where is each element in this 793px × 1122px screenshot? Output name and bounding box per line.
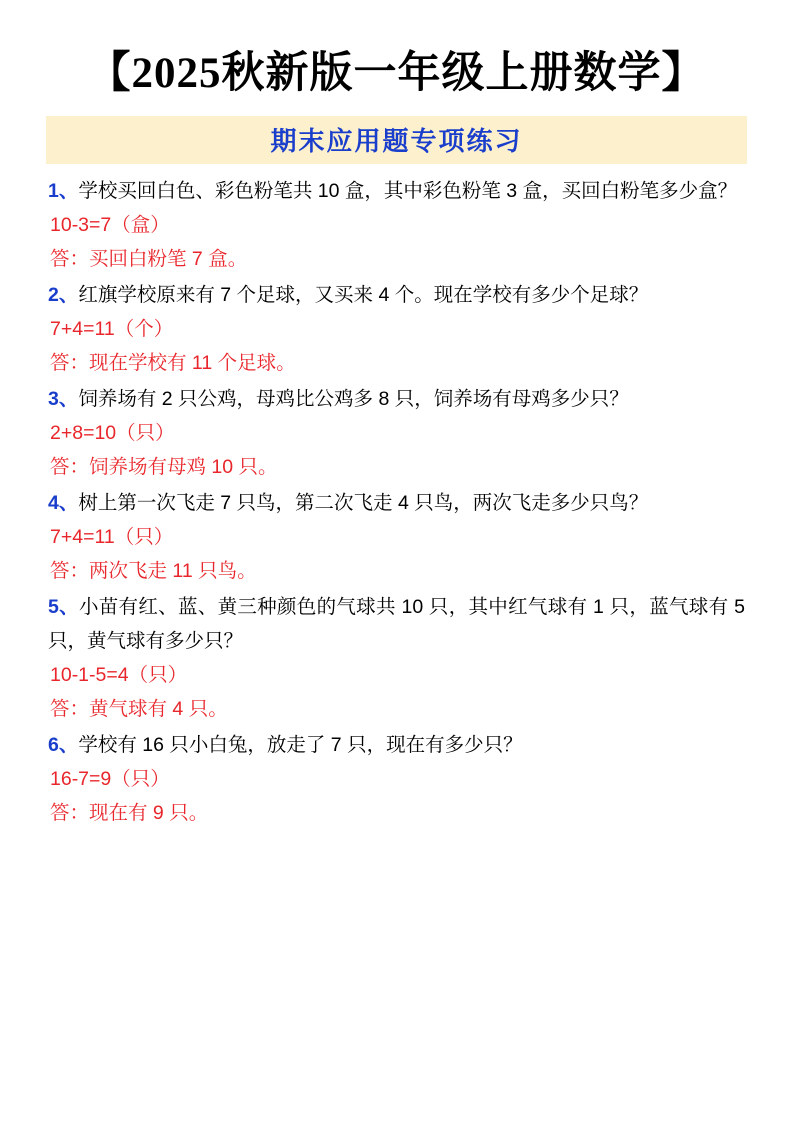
question-line <box>48 382 745 416</box>
answer-line <box>48 692 745 726</box>
equation-line: 10-3=7（盒） <box>50 213 170 236</box>
subtitle-banner <box>46 116 747 164</box>
answer-label: 答： <box>50 247 90 270</box>
questions-list <box>46 174 747 830</box>
question-line <box>48 728 745 762</box>
answer-text: 饲养场有母鸡 10 只。 <box>89 455 278 478</box>
answer-text: 买回白粉笔 7 盒。 <box>89 247 248 270</box>
answer-line <box>48 796 745 830</box>
answer-line <box>48 242 745 276</box>
answer-label: 答： <box>50 351 90 374</box>
question-number: 1、 <box>48 179 79 202</box>
question-text: 小苗有红、蓝、黄三种颜色的气球共 10 只，其中红气球有 1 只，蓝气球有 5 只，黄气球有多少只？ <box>48 595 745 652</box>
question-text: 树上第一次飞走 7 只鸟，第二次飞走 4 只鸟，两次飞走多少只鸟？ <box>78 491 649 514</box>
answer-text: 现在学校有 11 个足球。 <box>89 351 296 374</box>
answer-label: 答： <box>50 455 90 478</box>
equation-line: 7+4=11（个） <box>50 317 174 340</box>
question-number: 4、 <box>48 491 79 514</box>
question-number: 3、 <box>48 387 79 410</box>
question-text: 学校有 16 只小白兔，放走了 7 只，现在有多少只？ <box>78 733 523 756</box>
question-item <box>48 486 745 588</box>
answer-text: 现在有 9 只。 <box>89 801 209 824</box>
question-text: 饲养场有 2 只公鸡，母鸡比公鸡多 8 只，饲养场有母鸡多少只？ <box>78 387 629 410</box>
question-line <box>48 174 745 208</box>
question-item <box>48 382 745 484</box>
page-title: 【2025秋新版一年级上册数学】 <box>87 50 706 97</box>
answer-text: 黄气球有 4 只。 <box>89 697 228 720</box>
question-item <box>48 728 745 830</box>
question-line <box>48 278 745 312</box>
question-line <box>48 486 745 520</box>
equation-line: 16-7=9（只） <box>50 767 170 790</box>
answer-line <box>48 346 745 380</box>
question-text: 红旗学校原来有 7 个足球，又买来 4 个。现在学校有多少个足球？ <box>78 283 649 306</box>
question-text: 学校买回白色、彩色粉笔共 10 盒，其中彩色粉笔 3 盒，买回白粉笔多少盒？ <box>78 179 738 202</box>
answer-line <box>48 450 745 484</box>
question-number: 6、 <box>48 733 79 756</box>
question-item <box>48 174 745 276</box>
answer-text: 两次飞走 11 只鸟。 <box>89 559 257 582</box>
answer-label: 答： <box>50 801 90 824</box>
question-item <box>48 590 745 726</box>
question-item <box>48 278 745 380</box>
subtitle-text: 期末应用题专项练习 <box>270 127 523 157</box>
equation-line: 7+4=11（只） <box>50 525 174 548</box>
equation-line: 10-1-5=4（只） <box>50 663 188 686</box>
answer-label: 答： <box>50 697 90 720</box>
question-line <box>48 590 745 658</box>
question-number: 2、 <box>48 283 79 306</box>
question-number: 5、 <box>48 595 79 618</box>
answer-label: 答： <box>50 559 90 582</box>
equation-line: 2+8=10（只） <box>50 421 175 444</box>
answer-line <box>48 554 745 588</box>
